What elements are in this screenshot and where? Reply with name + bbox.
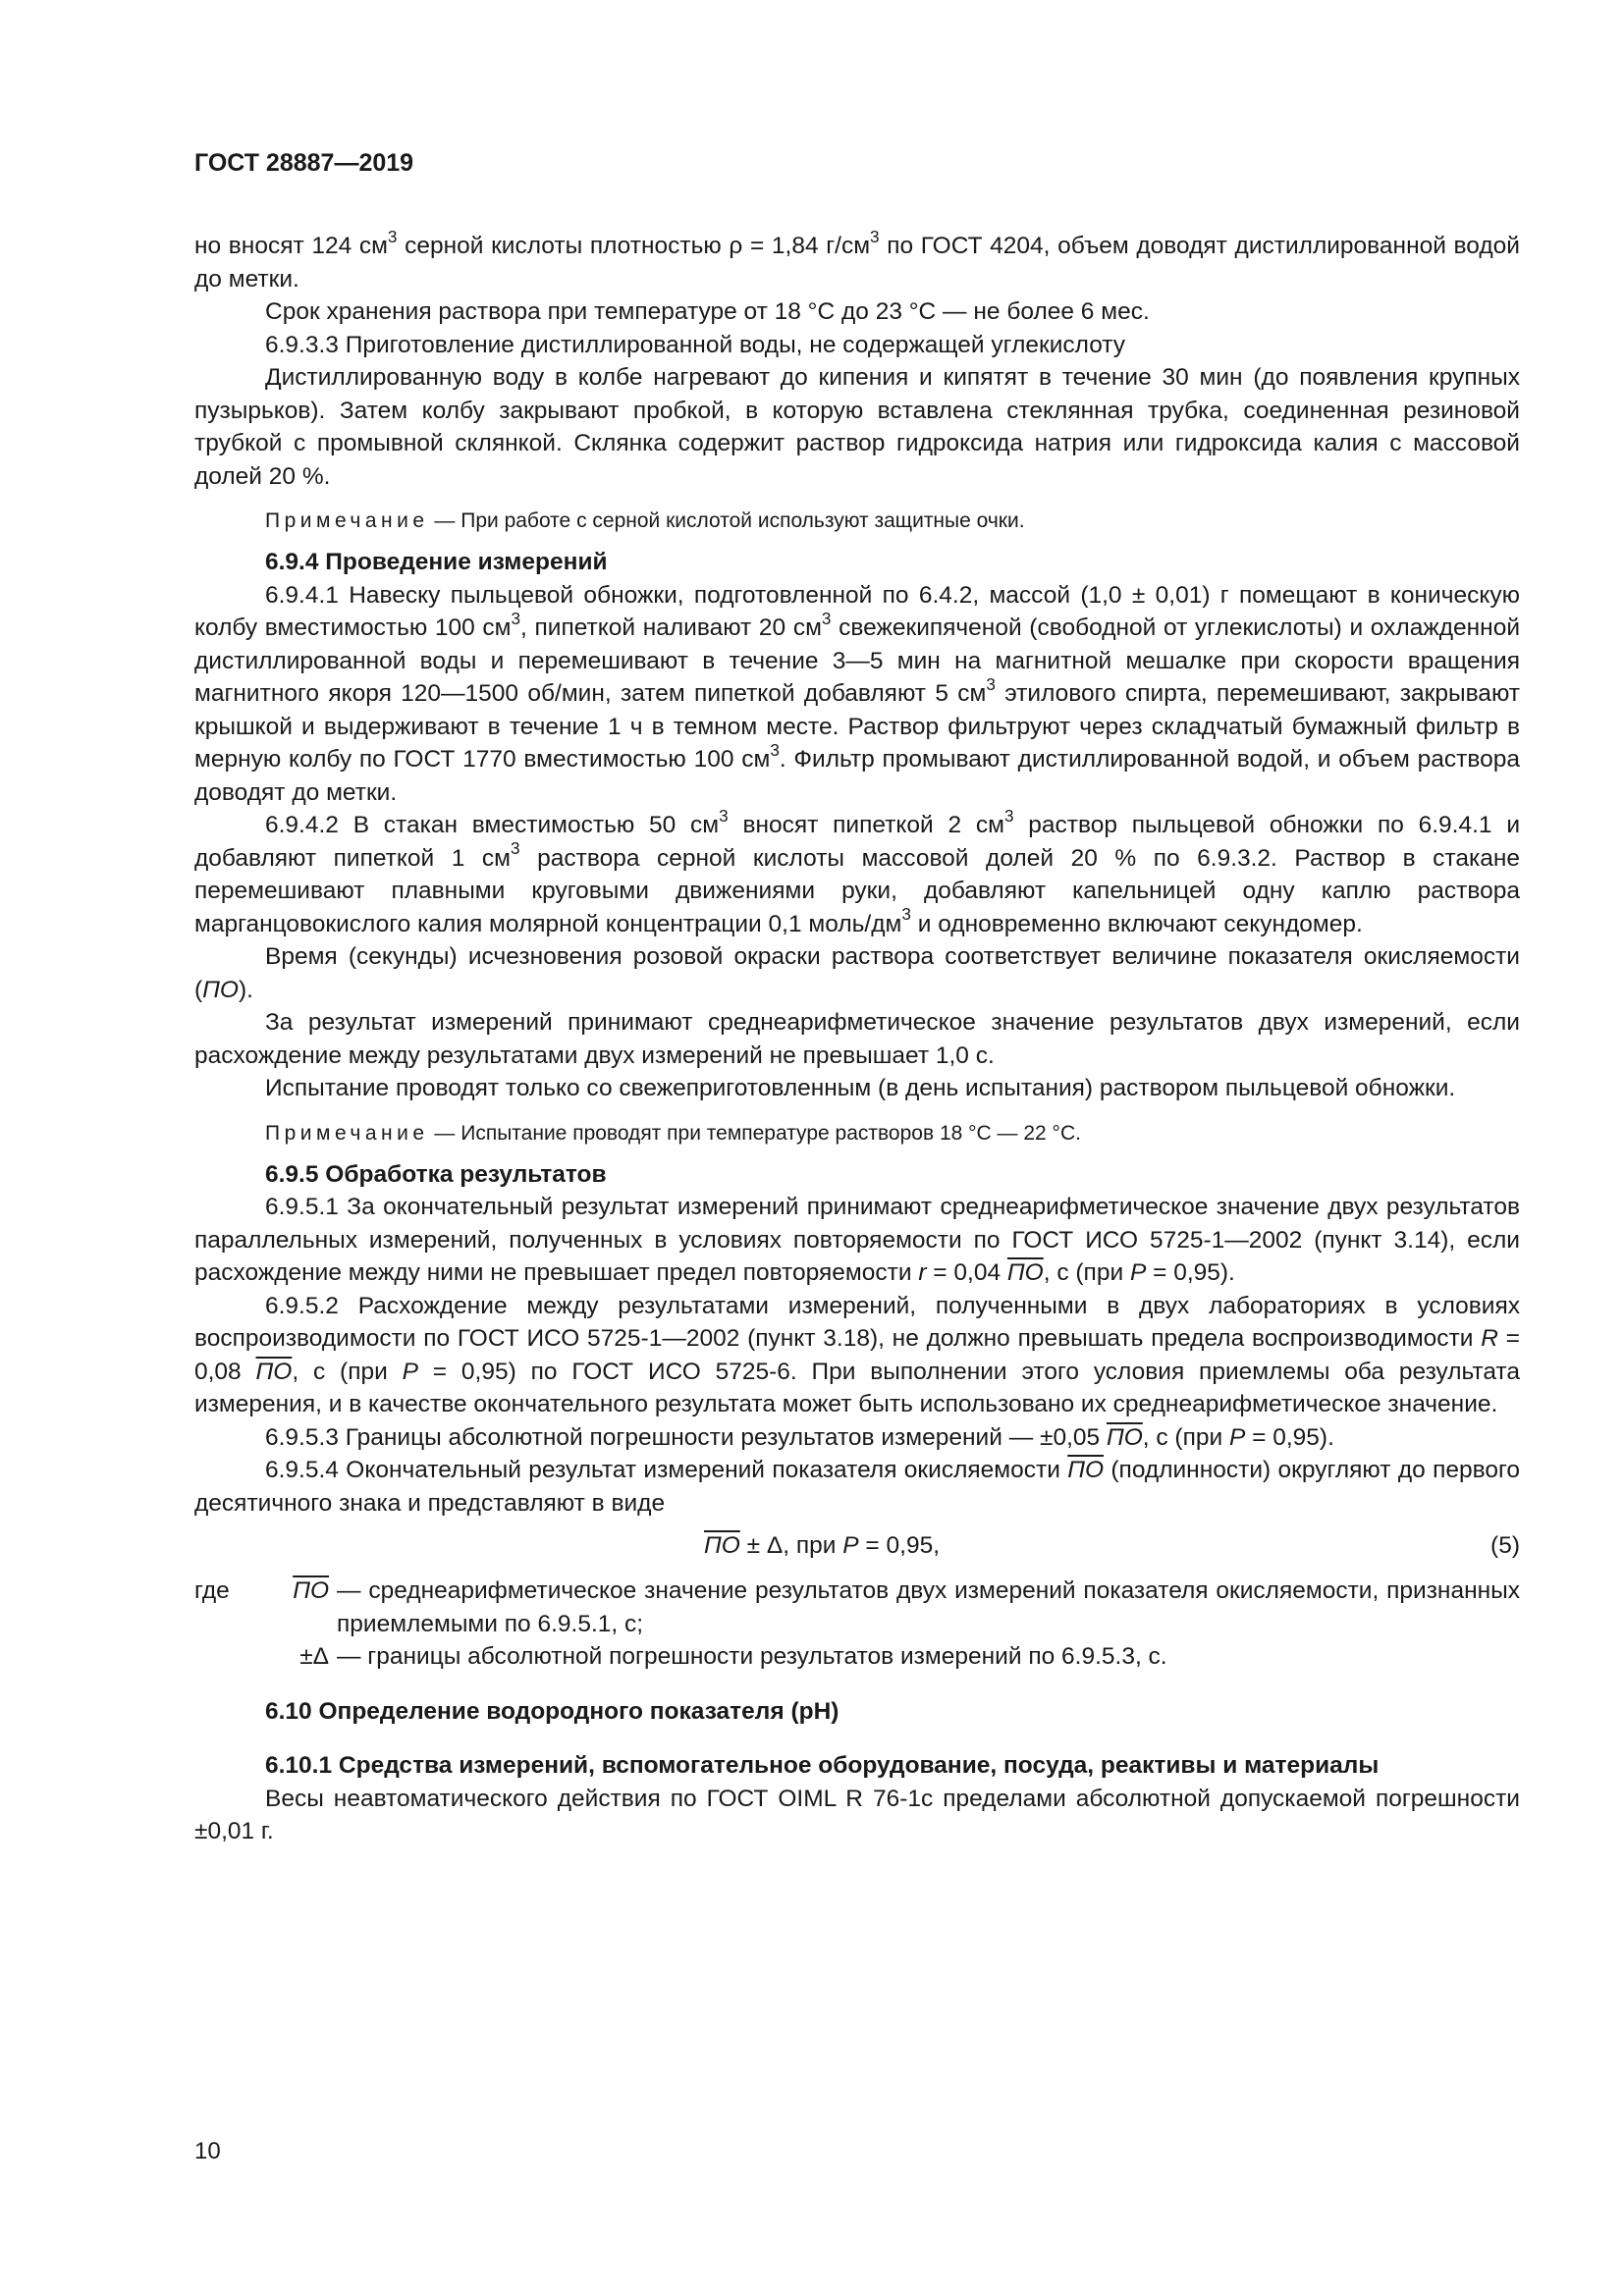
paragraph: Срок хранения раствора при температуре от 18 °С до 23 °С — не более 6 мес.: [265, 298, 1150, 325]
paragraph: За результат измерений принимают среднеарифметическое значение результатов двух измерений, если расхождение между результатами двух измерений не превышает 1,0 с.: [194, 1009, 1520, 1069]
formula-number: (5): [1490, 1532, 1520, 1559]
document-header: ГОСТ 28887—2019: [194, 149, 414, 177]
paragraph: Испытание проводят только со свежеприготовленным (в день испытания) раствором пыльцевой обножки.: [265, 1075, 1456, 1101]
formula-expression: ПО ± Δ, при P = 0,95,: [704, 1532, 941, 1559]
legend-term: где ПО: [194, 1577, 329, 1604]
formula-legend: [194, 1575, 1520, 1674]
document-page: [194, 147, 1520, 1848]
paragraph: 6.9.5.4 Окончательный результат измерений показателя окисляемости ПО (подлинности) округляют до первого десятичного знака и представляют в виде: [194, 1457, 1520, 1517]
paragraph: 6.9.5.2 Расхождение между результатами измерений, полученными в двух лабораториях в условиях воспроизводимости по ГОСТ ИСО 5725-1—2002 (пункт 3.18), не должно превышать предела воспроизводимости R = 0,08 ПО, с (при P = 0,95) по ГОСТ ИСО 5725-6. При выполнении этого условия приемлемы оба результата измерения, и в качестве окончательного результата может быть использовано их среднеарифметическое значение.: [194, 1292, 1520, 1417]
page-number: 10: [194, 2138, 221, 2164]
paragraph: Весы неавтоматического действия по ГОСТ OIML R 76-1с пределами абсолютной допускаемой погрешности ±0,01 г.: [194, 1785, 1520, 1844]
paragraph: Дистиллированную воду в колбе нагревают до кипения и кипятят в течение 30 мин (до появления крупных пузырьков). Затем колбу закрывают пробкой, в которую вставлена стеклянная трубка, соединенная резиновой трубкой с промывной склянкой. Склянка содержит раствор гидроксида натрия или гидроксида калия с массовой долей 20 %.: [194, 364, 1520, 490]
paragraph: но вносят 124 $см^3$ серной кислоты плотностью ρ = 1,84 $г/см^3$ по ГОСТ 4204, объем доводят дистиллированной водой до метки.: [194, 226, 1520, 293]
note: Примечание — При работе с серной кислотой используют защитные очки.: [265, 509, 1025, 532]
section-heading: 6.9.4 Проведение измерений: [265, 549, 608, 575]
paragraph: Время (секунды) исчезновения розовой окраски раствора соответствует величине показателя окисляемости (ПО).: [194, 943, 1520, 1003]
note: Примечание — Испытание проводят при температуре растворов 18 °С — 22 °С.: [265, 1121, 1081, 1145]
section-heading: 6.10 Определение водородного показателя (рН): [265, 1697, 839, 1725]
paragraph: 6.9.4.1 Навеску пыльцевой обножки, подготовленной по 6.4.2, массой (1,0 ± 0,01) г помещают в коническую колбу вместимостью 100 $см^3$, пипеткой наливают 20 $см^3$ свежекипяченой (свободной от углекислоты) и охлажденной дистиллированной воды и перемешивают в течение 3—5 мин на магнитной мешалке при скорости вращения магнитного якоря 120—1500 об/мин, затем пипеткой добавляют 5 $см^3$ этилового спирта, перемешивают, закрывают крышкой и выдерживают в течение 1 ч в темном месте. Раствор фильтруют через складчатый бумажный фильтр в мерную колбу по ГОСТ 1770 вместимостью 100 $см^3$. Фильтр промывают дистиллированной водой, и объем раствора доводят до метки.: [194, 581, 1520, 806]
paragraph: 6.9.4.2 В стакан вместимостью 50 $см^3$ вносят пипеткой 2 $см^3$ раствор пыльцевой обножки по 6.9.4.1 и добавляют пипеткой 1 $см^3$ раствора серной кислоты массовой долей 20 % по 6.9.3.2. Раствор в стакане перемешивают плавными круговыми движениями руки, добавляют капельницей одну каплю раствора марганцовокислого калия молярной концентрации 0,1 моль/$дм^3$ и одновременно включают секундомер.: [194, 805, 1521, 937]
paragraph: 6.9.5.3 Границы абсолютной погрешности результатов измерений — ±0,05 ПО, с (при P = 0,95).: [265, 1423, 1334, 1451]
subclause-title: 6.9.3.3 Приготовление дистиллированной воды, не содержащей углекислоту: [265, 331, 1126, 358]
section-heading: 6.9.5 Обработка результатов: [265, 1160, 607, 1188]
section-heading: 6.10.1 Средства измерений, вспомогательное оборудование, посуда, реактивы и материалы: [265, 1752, 1380, 1779]
legend-term: ±Δ: [299, 1643, 329, 1670]
formula: [194, 1529, 1520, 1569]
paragraph: 6.9.5.1 За окончательный результат измерений принимают среднеарифметическое значение двух результатов параллельных измерений, полученных в условиях повторяемости по ГОСТ ИСО 5725-1—2002 (пункт 3.14), если расхождение между ними не превышает предел повторяемости r = 0,04 ПО, с (при P = 0,95).: [194, 1194, 1520, 1286]
legend-definition: — среднеарифметическое значение результатов двух измерений показателя окисляемости, признанных приемлемыми по 6.9.5.1, с;: [337, 1577, 1520, 1637]
legend-definition: — границы абсолютной погрешности результатов измерений по 6.9.5.3, с.: [337, 1643, 1167, 1670]
